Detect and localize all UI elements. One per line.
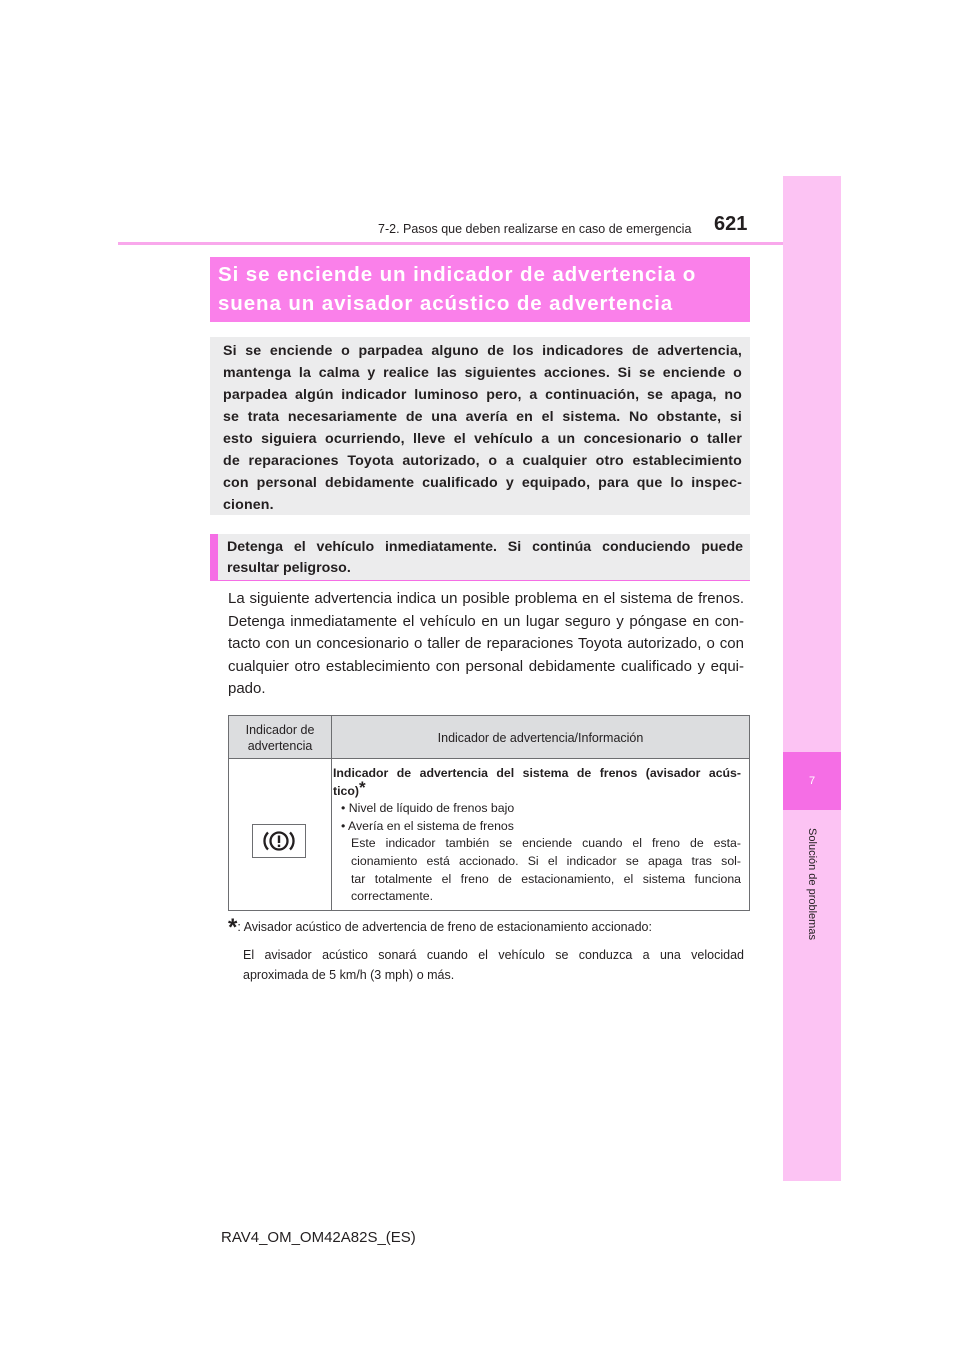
chapter-side-tab [783,176,841,1181]
paragraph-line: pado. [228,680,266,697]
intro-line: con personal debidamente cualificado y equipado, para que lo inspec- [223,475,742,491]
warning-bar [210,534,218,580]
page-number: 621 [714,213,748,235]
header-rule [118,242,783,245]
chapter-number: 7 [808,775,816,787]
body-paragraph [228,588,744,701]
intro-line: de reparaciones Toyota autorizado, o a cualquier otro establecimiento [223,453,742,469]
topic-heading [210,257,750,322]
footnote-star: * [228,914,238,941]
heading-line: suena un avisador acústico de advertencia [218,292,674,315]
intro-line: mantenga la calma y realice las siguientes acciones. Si se enciende o [223,365,742,381]
warning-text [227,537,743,579]
paragraph-line: La siguiente advertencia indica un posible problema en el sistema de frenos. [228,590,744,607]
table-header-indicator [229,716,331,759]
chapter-label: Solución de problemas [806,828,818,940]
footnote-label [228,914,744,941]
row-title-text: tico) [333,783,359,798]
table-header-info: Indicador de advertencia/Información [437,730,644,745]
row-bullet: • Nivel de líquido de frenos bajo [341,801,515,816]
row-note-line: Este indicador también se enciende cuando el freno de esta- [351,836,741,851]
header-line: advertencia [247,738,313,753]
section-title: 7-2. Pasos que deben realizarse en caso de emergencia [378,222,692,236]
brake-warning-symbol [259,828,299,854]
row-title-line-2 [333,777,741,801]
heading-line: Si se enciende un indicador de advertencia o [218,263,697,286]
row-note-line: cionamiento está accionado. Si el indicador se apaga tras sol- [351,853,741,868]
footnote-star: * [358,777,366,797]
paragraph-line: tacto con un concesionario o taller de reparaciones Toyota autorizado, o con [228,635,744,652]
footnote-label-text: : Avisador acústico de advertencia de freno de estacionamiento accionado: [237,920,652,934]
row-title-line: Indicador de advertencia del sistema de frenos (avisador acús- [333,766,741,780]
intro-line: cionen. [223,497,274,513]
intro-line: se trata necesariamente de una avería en el sistema. No obstante, si [223,409,742,425]
brake-warning-icon [252,824,306,858]
header-line: Indicador de [245,722,315,737]
intro-line: esto siguiera ocurriendo, lleve el vehículo a un concesionario o taller [223,431,742,447]
footnote-body [243,945,744,985]
row-note-line: correctamente. [351,889,434,904]
intro-line: Si se enciende o parpadea alguno de los indicadores de advertencia, [223,343,742,359]
row-note-line: tar totalmente el freno de estacionamiento, el sistema funciona [351,871,741,886]
footnote-line: El avisador acústico sonará cuando el vehículo se conduzca a una velocidad [243,948,744,962]
paragraph-line: Detenga inmediatamente el vehículo en un lugar seguro y póngase en con- [228,612,744,630]
warning-line: resultar peligroso. [227,560,351,576]
warning-line: Detenga el vehículo inmediatamente. Si continúa conduciendo puede [227,539,743,555]
intro-line: parpadea algún indicador luminoso pero, a continuación, se apaga, no [223,387,742,403]
table-row-description [333,765,741,906]
paragraph-line: cualquier otro establecimiento con personal debidamente cualificado y equi- [228,657,744,675]
row-bullet: • Avería en el sistema de frenos [341,818,514,833]
footnote-line: aproximada de 5 km/h (3 mph) o más. [243,968,455,982]
intro-box [210,337,750,515]
document-code: RAV4_OM_OM42A82S_(ES) [221,1229,416,1246]
warning-underline [210,580,750,581]
